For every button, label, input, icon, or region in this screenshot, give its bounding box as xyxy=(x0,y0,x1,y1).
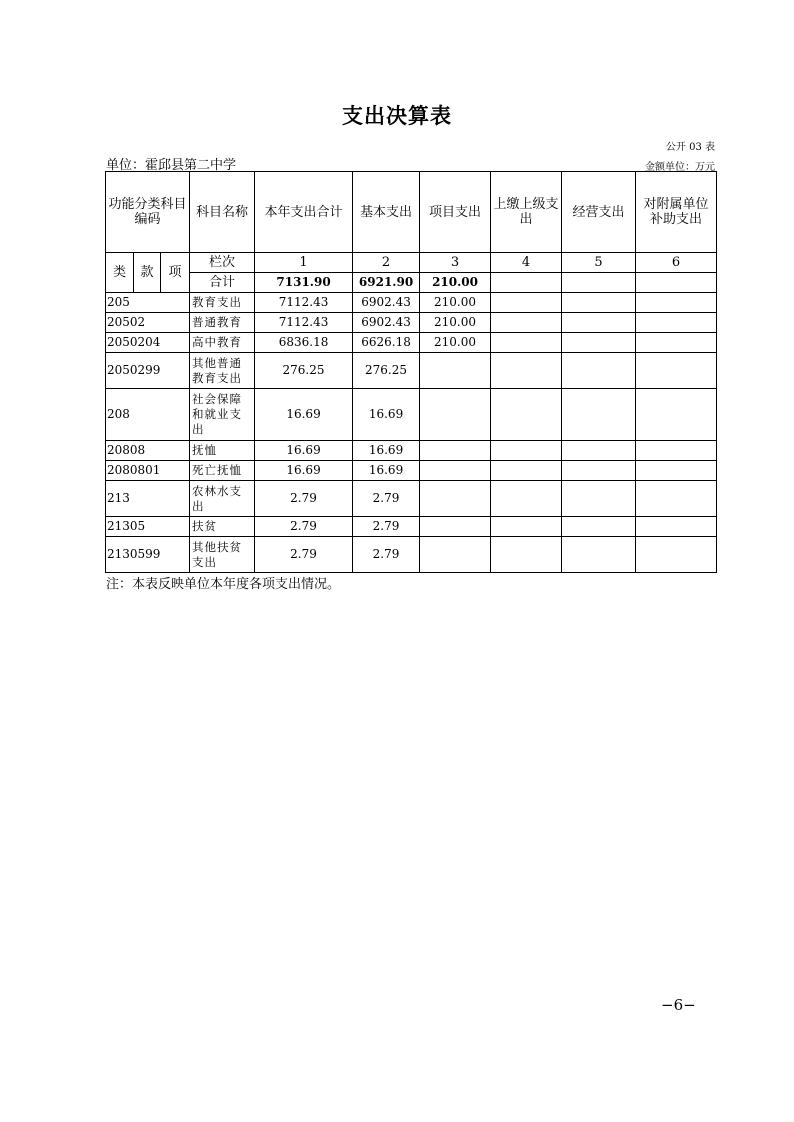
row-basic: 16.69 xyxy=(353,389,420,441)
header-kuan: 款 xyxy=(134,253,161,293)
header-func-code: 功能分类科目编码 xyxy=(106,172,190,253)
row-total: 2.79 xyxy=(255,517,353,537)
expenditure-table xyxy=(105,171,717,573)
page-title: 支出决算表 xyxy=(342,103,452,128)
page-number: −6− xyxy=(661,996,696,1014)
row-superior xyxy=(491,313,562,333)
row-business xyxy=(562,441,636,461)
row-code: 2130599 xyxy=(106,537,190,573)
table-row xyxy=(106,313,717,333)
row-subsidiary xyxy=(636,389,717,441)
row-basic: 6902.43 xyxy=(353,313,420,333)
header-subject-name: 科目名称 xyxy=(190,172,255,253)
header-basic: 基本支出 xyxy=(353,172,420,253)
row-superior xyxy=(491,389,562,441)
header-superior: 上缴上级支出 xyxy=(491,172,562,253)
table-row xyxy=(106,333,717,353)
row-basic: 2.79 xyxy=(353,517,420,537)
row-name: 扶贫 xyxy=(190,517,255,537)
row-project: 210.00 xyxy=(420,333,491,353)
row-subsidiary xyxy=(636,293,717,313)
column-number-5: 5 xyxy=(562,253,636,273)
table-row xyxy=(106,461,717,481)
row-business xyxy=(562,293,636,313)
table-row xyxy=(106,517,717,537)
total-label: 合计 xyxy=(190,273,255,293)
row-code: 2080801 xyxy=(106,461,190,481)
header-total: 本年支出合计 xyxy=(255,172,353,253)
row-project xyxy=(420,517,491,537)
table-row xyxy=(106,441,717,461)
row-subsidiary xyxy=(636,481,717,517)
row-name: 高中教育 xyxy=(190,333,255,353)
table-row xyxy=(106,389,717,441)
row-subsidiary xyxy=(636,537,717,573)
row-superior xyxy=(491,517,562,537)
row-name: 其他扶贫支出 xyxy=(190,537,255,573)
row-superior xyxy=(491,481,562,517)
row-subsidiary xyxy=(636,517,717,537)
row-name: 其他普通教育支出 xyxy=(190,353,255,389)
row-business xyxy=(562,313,636,333)
row-subsidiary xyxy=(636,441,717,461)
total-basic: 6921.90 xyxy=(353,273,420,293)
row-total: 16.69 xyxy=(255,441,353,461)
row-basic: 6626.18 xyxy=(353,333,420,353)
row-code: 205 xyxy=(106,293,190,313)
row-basic: 16.69 xyxy=(353,441,420,461)
row-code: 20502 xyxy=(106,313,190,333)
table-row xyxy=(106,353,717,389)
row-total: 7112.43 xyxy=(255,313,353,333)
row-project xyxy=(420,389,491,441)
total-project: 210.00 xyxy=(420,273,491,293)
row-superior xyxy=(491,333,562,353)
row-basic: 276.25 xyxy=(353,353,420,389)
row-subsidiary xyxy=(636,333,717,353)
row-superior xyxy=(491,353,562,389)
row-basic: 2.79 xyxy=(353,537,420,573)
total-subsidiary xyxy=(636,273,717,293)
row-business xyxy=(562,333,636,353)
row-name: 教育支出 xyxy=(190,293,255,313)
row-superior xyxy=(491,537,562,573)
column-order-row xyxy=(106,253,717,273)
row-project: 210.00 xyxy=(420,313,491,333)
row-business xyxy=(562,517,636,537)
row-superior xyxy=(491,461,562,481)
table-note: 注：本表反映单位本年度各项支出情况。 xyxy=(106,577,341,592)
row-business xyxy=(562,481,636,517)
total-row xyxy=(106,273,717,293)
total-business xyxy=(562,273,636,293)
row-code: 2050299 xyxy=(106,353,190,389)
row-total: 2.79 xyxy=(255,537,353,573)
row-business xyxy=(562,389,636,441)
table-row xyxy=(106,481,717,517)
header-subsidiary: 对附属单位补助支出 xyxy=(636,172,717,253)
header-project: 项目支出 xyxy=(420,172,491,253)
row-total: 16.69 xyxy=(255,389,353,441)
row-project xyxy=(420,441,491,461)
total-superior xyxy=(491,273,562,293)
money-unit-label: 金额单位：万元 xyxy=(645,162,715,173)
row-subsidiary xyxy=(636,313,717,333)
row-project xyxy=(420,481,491,517)
column-number-4: 4 xyxy=(491,253,562,273)
row-project xyxy=(420,537,491,573)
header-business: 经营支出 xyxy=(562,172,636,253)
row-basic: 16.69 xyxy=(353,461,420,481)
row-subsidiary xyxy=(636,353,717,389)
column-order-label: 栏次 xyxy=(190,253,255,273)
row-name: 农林水支出 xyxy=(190,481,255,517)
row-code: 20808 xyxy=(106,441,190,461)
table-row xyxy=(106,537,717,573)
row-basic: 2.79 xyxy=(353,481,420,517)
row-project xyxy=(420,353,491,389)
row-basic: 6902.43 xyxy=(353,293,420,313)
row-business xyxy=(562,353,636,389)
row-superior xyxy=(491,441,562,461)
row-business xyxy=(562,537,636,573)
row-name: 普通教育 xyxy=(190,313,255,333)
header-lei: 类 xyxy=(106,253,134,293)
row-code: 213 xyxy=(106,481,190,517)
header-xiang: 项 xyxy=(161,253,190,293)
total-amount: 7131.90 xyxy=(255,273,353,293)
form-number: 公开 03 表 xyxy=(665,142,715,153)
row-name: 社会保障和就业支出 xyxy=(190,389,255,441)
row-total: 16.69 xyxy=(255,461,353,481)
column-number-3: 3 xyxy=(420,253,491,273)
row-code: 208 xyxy=(106,389,190,441)
row-project: 210.00 xyxy=(420,293,491,313)
row-subsidiary xyxy=(636,461,717,481)
row-project xyxy=(420,461,491,481)
row-code: 21305 xyxy=(106,517,190,537)
table-row xyxy=(106,293,717,313)
unit-label: 单位：霍邱县第二中学 xyxy=(106,158,237,173)
column-number-1: 1 xyxy=(255,253,353,273)
column-number-2: 2 xyxy=(353,253,420,273)
row-superior xyxy=(491,293,562,313)
header-row xyxy=(106,172,717,253)
row-total: 276.25 xyxy=(255,353,353,389)
row-total: 7112.43 xyxy=(255,293,353,313)
row-code: 2050204 xyxy=(106,333,190,353)
row-name: 死亡抚恤 xyxy=(190,461,255,481)
row-total: 2.79 xyxy=(255,481,353,517)
row-total: 6836.18 xyxy=(255,333,353,353)
row-business xyxy=(562,461,636,481)
row-name: 抚恤 xyxy=(190,441,255,461)
column-number-6: 6 xyxy=(636,253,717,273)
